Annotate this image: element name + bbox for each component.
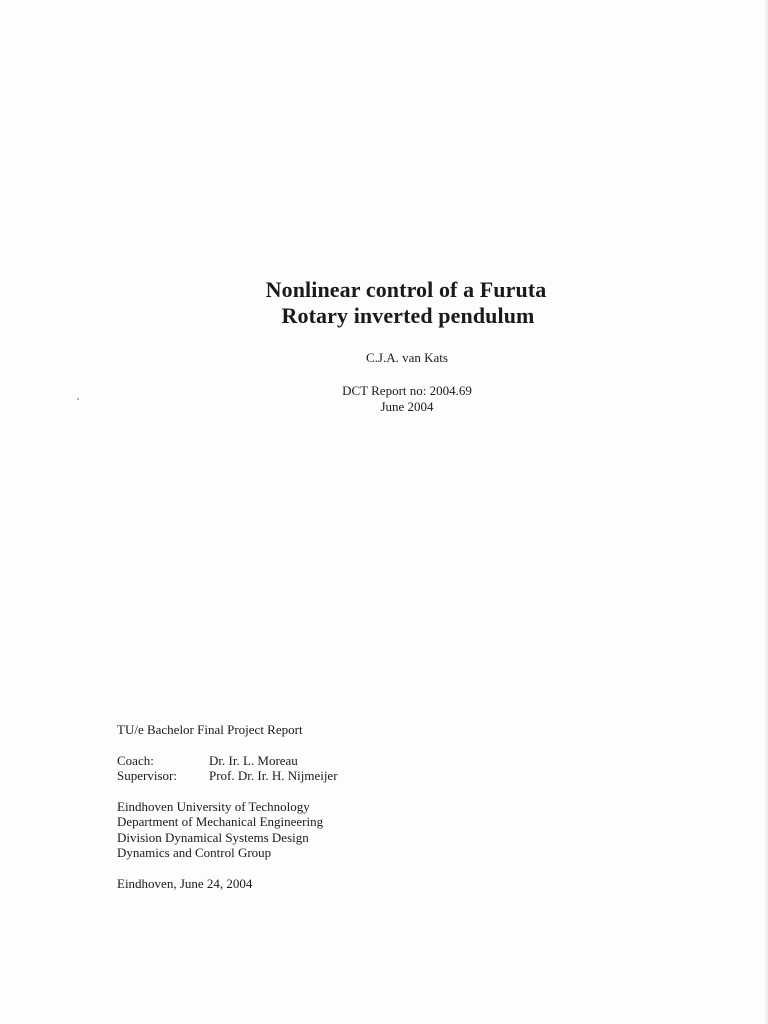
report-info-block [117, 722, 338, 891]
staff-name: Prof. Dr. Ir. H. Nijmeijer [209, 768, 338, 783]
scan-edge-shadow [764, 0, 768, 1024]
scan-speck [77, 398, 79, 400]
document-title [0, 277, 768, 329]
author-name: C.J.A. van Kats [366, 350, 448, 365]
report-number: DCT Report no: 2004.69 [342, 383, 472, 398]
staff-row-supervisor [117, 768, 338, 784]
institution-block [117, 799, 338, 861]
institution-line: Department of Mechanical Engineering [117, 814, 324, 829]
title-line-1: Nonlinear control of a Furuta [265, 277, 547, 302]
institution-line: Dynamics and Control Group [117, 845, 272, 860]
staff-role: Coach: [117, 752, 154, 768]
institution-line: Division Dynamical Systems Design [117, 829, 309, 845]
staff-row-coach [117, 753, 338, 769]
institution-line: Eindhoven University of Technology [117, 798, 310, 814]
place-and-date: Eindhoven, June 24, 2004 [117, 875, 253, 891]
staff-role: Supervisor: [117, 768, 177, 783]
project-type: TU/e Bachelor Final Project Report [117, 722, 303, 737]
staff-list [117, 753, 338, 784]
report-date: June 2004 [380, 399, 434, 414]
title-line-2: Rotary inverted pendulum [281, 303, 535, 328]
staff-name: Dr. Ir. L. Moreau [209, 752, 298, 768]
